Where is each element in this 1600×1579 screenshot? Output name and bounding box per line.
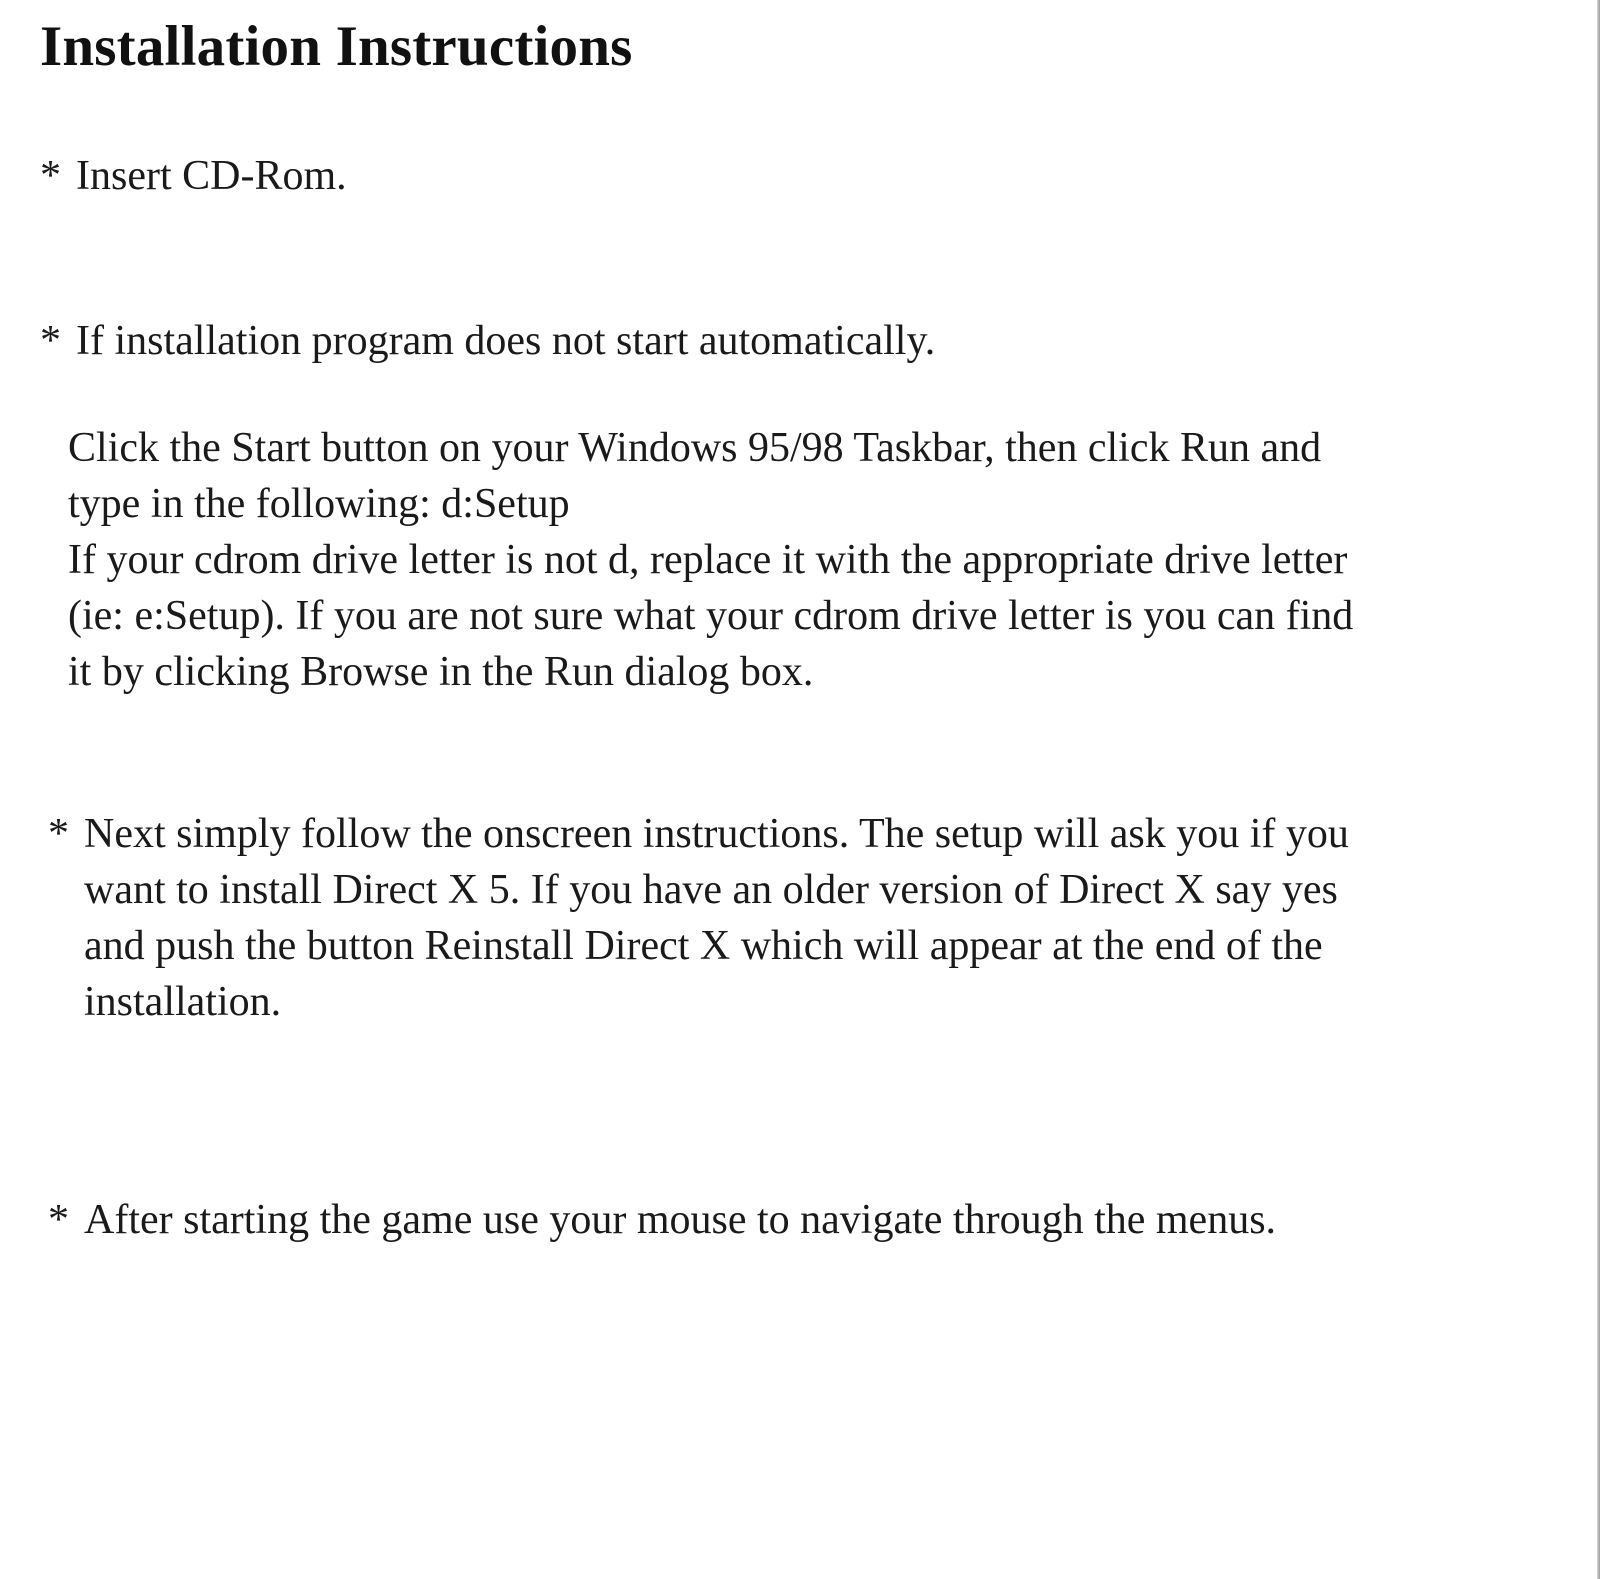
paragraph-line: (ie: e:Setup). If you are not sure what your cdrom drive letter is you can find: [68, 593, 1354, 639]
bullet-marker: *: [48, 811, 69, 857]
step-follow-onscreen: [48, 806, 1349, 1030]
step-text: Next simply follow the onscreen instructions. The setup will ask you if you: [84, 811, 1349, 857]
step-text: After starting the game use your mouse to navigate through the menus.: [84, 1197, 1277, 1243]
step-text: If installation program does not start automatically.: [76, 318, 936, 364]
bullet-marker: *: [40, 153, 61, 199]
step-text: want to install Direct X 5. If you have an older version of Direct X say yes: [84, 867, 1338, 913]
bullet-marker: *: [40, 318, 61, 364]
step-text: Insert CD-Rom.: [76, 153, 347, 199]
step-insert-cd: [40, 148, 347, 204]
run-setup-paragraph: [68, 420, 1353, 700]
bullet-marker: *: [48, 1197, 69, 1243]
paragraph-line: type in the following: d:Setup: [68, 481, 570, 527]
paragraph-line: If your cdrom drive letter is not d, replace it with the appropriate drive letter: [68, 537, 1348, 583]
paragraph-line: Click the Start button on your Windows 95/98 Taskbar, then click Run and: [68, 425, 1322, 471]
step-line: [48, 806, 1349, 862]
step-text: installation.: [84, 979, 282, 1025]
step-text: and push the button Reinstall Direct X which will appear at the end of the: [84, 923, 1323, 969]
step-if-no-autostart: [40, 313, 935, 369]
paragraph-line: it by clicking Browse in the Run dialog box.: [68, 649, 814, 695]
step-navigate-menus: [48, 1192, 1276, 1248]
page-title: Installation Instructions: [40, 15, 633, 78]
